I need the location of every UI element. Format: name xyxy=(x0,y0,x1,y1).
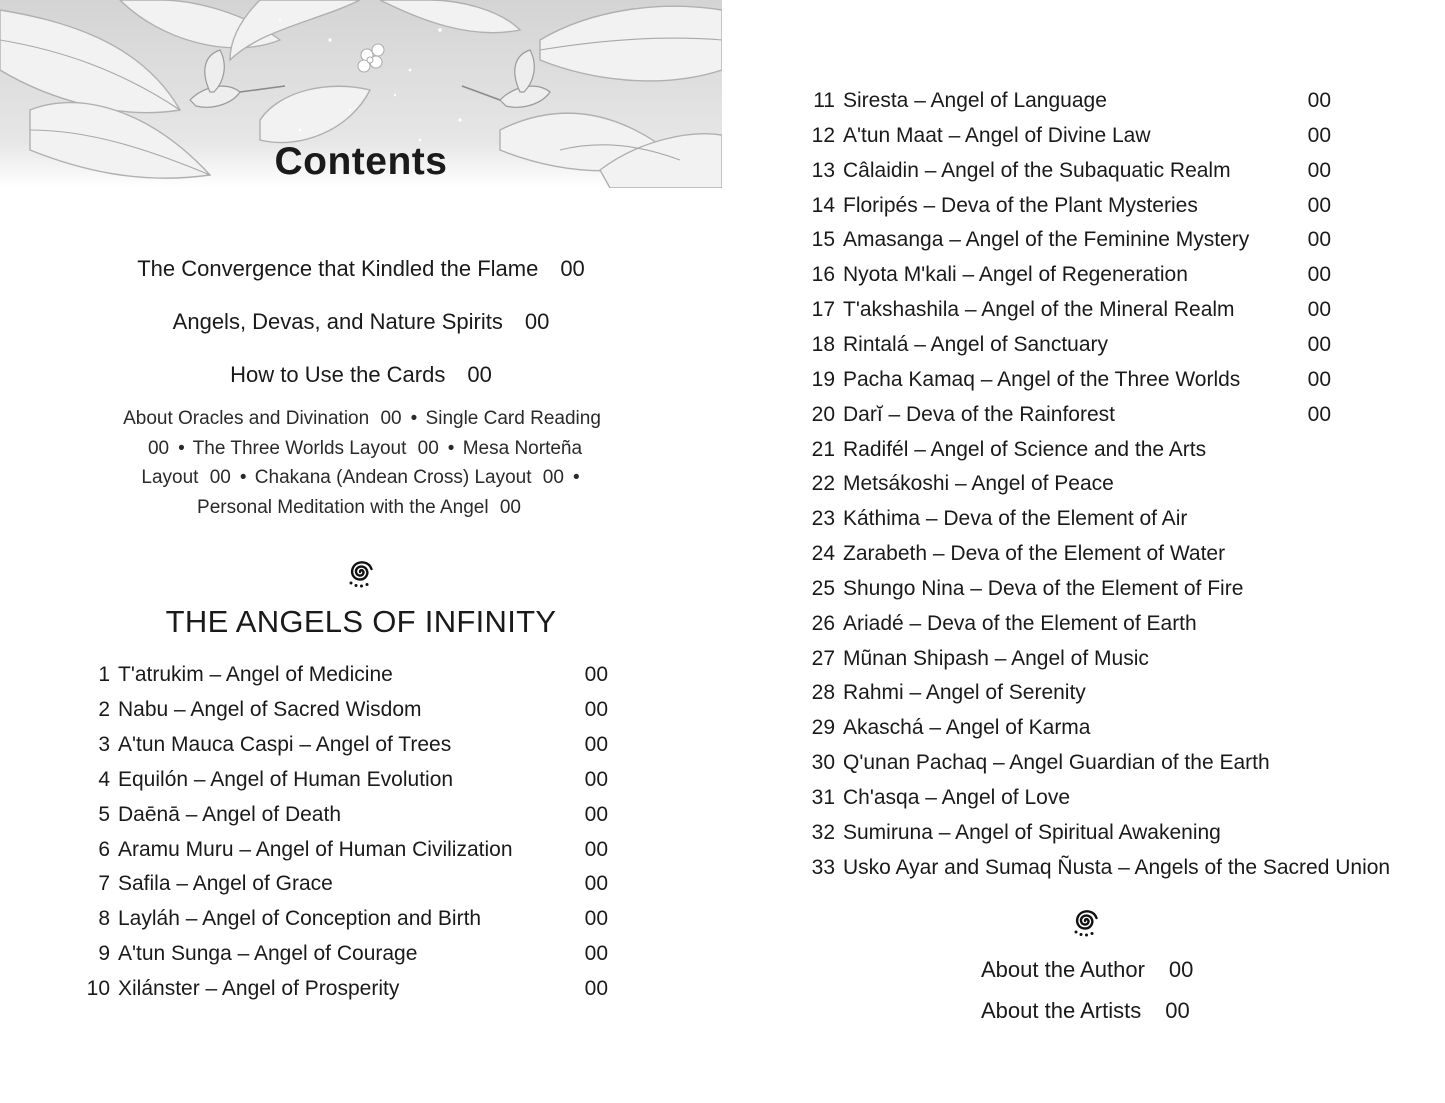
spiral-ornament-icon xyxy=(1068,904,1102,938)
angel-entry-title: Layláh – Angel of Conception and Birth xyxy=(118,907,482,931)
angel-entry[interactable] xyxy=(805,502,1331,536)
angel-entry-number: 10 xyxy=(86,977,110,1001)
angel-entry-title: Q'unan Pachaq – Angel Guardian of the Earth xyxy=(843,751,1270,775)
angel-entry[interactable] xyxy=(80,798,608,832)
angel-entry[interactable] xyxy=(80,693,608,727)
angel-entry-number: 32 xyxy=(811,820,835,844)
angel-entry-title: Nabu – Angel of Sacred Wisdom xyxy=(118,697,422,721)
angel-entry-number: 30 xyxy=(811,751,835,775)
angel-entry-number: 3 xyxy=(98,732,110,756)
angel-entry-title: Radifél – Angel of Science and the Arts xyxy=(843,437,1207,461)
angel-entry-title: Floripés – Deva of the Plant Mysteries xyxy=(843,193,1198,217)
angel-entry-number: 31 xyxy=(811,786,835,809)
angel-entry-title: Káthima – Deva of the Element of Air xyxy=(843,507,1188,531)
angel-entry-title: T'atrukim – Angel of Medicine xyxy=(118,663,393,686)
angel-entry-title: Akaschá – Angel of Karma xyxy=(843,716,1091,740)
angel-entry-number: 18 xyxy=(811,332,835,356)
angel-entry-page: 00 xyxy=(1307,298,1331,322)
angel-entry-number: 4 xyxy=(98,767,110,791)
toc-entry-about-artists[interactable] xyxy=(981,998,1190,1024)
angel-entry-page: 00 xyxy=(584,837,608,861)
angel-entry-title: Ariadé – Deva of the Element of Earth xyxy=(843,611,1197,635)
angel-entry-number: 5 xyxy=(98,802,110,826)
angel-entry-page: 00 xyxy=(584,732,608,756)
angel-entry[interactable] xyxy=(805,816,1331,850)
angel-entry[interactable] xyxy=(805,189,1331,223)
sub-entry-title[interactable]: Chakana (Andean Cross) Layout xyxy=(254,467,532,488)
angel-entry[interactable] xyxy=(805,746,1331,780)
angel-entry-title: Metsákoshi – Angel of Peace xyxy=(843,472,1114,496)
angel-entry-title: A'tun Sunga – Angel of Courage xyxy=(118,942,418,966)
page-title: Contents xyxy=(274,140,448,183)
angel-entry-title: Ch'asqa – Angel of Love xyxy=(843,786,1071,809)
section-heading: THE ANGELS OF INFINITY xyxy=(165,604,557,639)
angel-entry-number: 19 xyxy=(811,367,835,391)
angel-entry-number: 12 xyxy=(811,123,835,147)
angel-entry[interactable] xyxy=(80,763,608,797)
angel-entry[interactable] xyxy=(80,658,608,692)
angel-entry[interactable] xyxy=(805,607,1331,641)
angel-entry-title: T'akshashila – Angel of the Mineral Realm xyxy=(843,298,1235,322)
angel-entry-page: 00 xyxy=(584,872,608,896)
angel-entry-title: Rahmi – Angel of Serenity xyxy=(843,681,1086,705)
bullet-separator: • xyxy=(410,408,418,429)
angel-entry-page: 00 xyxy=(1307,123,1331,147)
angel-entry-page: 00 xyxy=(1307,89,1331,112)
angel-entry-page: 00 xyxy=(1307,158,1331,182)
bullet-separator: • xyxy=(447,437,455,459)
angel-entry-title: Câlaidin – Angel of the Subaquatic Realm xyxy=(843,158,1231,182)
sub-entry-title[interactable]: Mesa Norteña Layout xyxy=(141,437,583,488)
angel-entry-number: 27 xyxy=(811,646,835,670)
angel-entry-number: 6 xyxy=(98,837,110,861)
angel-entry-number: 21 xyxy=(811,437,835,461)
angel-entry-number: 13 xyxy=(811,158,835,182)
angel-entry-number: 22 xyxy=(811,472,835,496)
angel-entry[interactable] xyxy=(805,223,1331,257)
angel-entry-number: 29 xyxy=(811,716,835,740)
sub-entry-title[interactable]: Single Card Reading xyxy=(425,408,601,429)
angel-entry-title: A'tun Maat – Angel of Divine Law xyxy=(843,123,1151,147)
angel-entry-page: 00 xyxy=(584,802,608,826)
angel-entry-number: 9 xyxy=(98,942,110,966)
angel-entry-number: 11 xyxy=(813,89,835,112)
toc-entry-page: 00 xyxy=(1165,998,1190,1023)
sub-entry-title[interactable]: Personal Meditation with the Angel xyxy=(197,496,489,518)
angel-entry-number: 14 xyxy=(811,193,835,217)
sub-entry-page: 00 xyxy=(499,496,521,518)
angel-entry[interactable] xyxy=(805,258,1331,292)
angel-entry[interactable] xyxy=(805,467,1331,501)
angel-entry-number: 25 xyxy=(811,576,835,600)
angel-entry[interactable] xyxy=(805,84,1331,118)
angel-entry-number: 17 xyxy=(811,298,835,322)
angel-entry-title: Aramu Muru – Angel of Human Civilization xyxy=(118,837,513,861)
angel-entry[interactable] xyxy=(805,433,1331,467)
angel-entry-page: 00 xyxy=(1307,332,1331,356)
angel-entry[interactable] xyxy=(805,572,1331,606)
angel-entry-page: 00 xyxy=(1307,263,1331,287)
angel-entry-page: 00 xyxy=(584,767,608,791)
angel-entry-title: Equilón – Angel of Human Evolution xyxy=(118,767,454,791)
sub-entry-title[interactable]: The Three Worlds Layout xyxy=(192,437,407,459)
angel-entry-number: 1 xyxy=(98,663,110,686)
angel-entry-title: Rintalá – Angel of Sanctuary xyxy=(843,332,1109,356)
angel-entry-page: 00 xyxy=(584,942,608,966)
angel-entry-number: 8 xyxy=(98,907,110,931)
angel-entry-page: 00 xyxy=(1307,367,1331,391)
toc-entry-page: 00 xyxy=(560,256,585,281)
angel-entry-number: 24 xyxy=(811,542,835,566)
sub-entry-page: 00 xyxy=(380,408,402,429)
angel-entry[interactable] xyxy=(80,937,608,971)
toc-entry-title: The Convergence that Kindled the Flame xyxy=(137,256,539,281)
angel-entry-title: Xilánster – Angel of Prosperity xyxy=(118,977,400,1001)
angel-entry-number: 23 xyxy=(811,507,835,531)
angel-entry-title: Safila – Angel of Grace xyxy=(118,872,333,896)
angel-entry[interactable] xyxy=(805,676,1331,710)
angel-entry-number: 33 xyxy=(811,855,835,879)
angel-entry[interactable] xyxy=(805,537,1331,571)
angel-entry-page: 00 xyxy=(584,907,608,931)
angel-entry[interactable] xyxy=(80,902,608,936)
angel-entry-title: Mũnan Shipash – Angel of Music xyxy=(843,646,1149,670)
angel-entry-page: 00 xyxy=(1307,228,1331,252)
sub-entry-page: 00 xyxy=(209,467,231,488)
sub-section-list xyxy=(112,404,612,522)
angel-entry-number: 2 xyxy=(98,697,110,721)
angel-entry-title: Shungo Nina – Deva of the Element of Fire xyxy=(843,576,1244,600)
angel-entry-title: Siresta – Angel of Language xyxy=(843,89,1107,112)
sub-entry-page: 00 xyxy=(147,437,170,459)
sub-entry-page: 00 xyxy=(417,437,439,459)
angel-entry-number: 28 xyxy=(811,681,835,705)
angel-entry-title: Zarabeth – Deva of the Element of Water xyxy=(843,542,1226,566)
spiral-ornament-icon xyxy=(343,555,377,589)
angel-entry-title: Sumiruna – Angel of Spiritual Awakening xyxy=(843,820,1221,844)
bullet-separator: • xyxy=(178,437,185,459)
sub-entry-title[interactable]: About Oracles and Divination xyxy=(123,408,370,429)
angel-entry-page: 00 xyxy=(1307,193,1331,217)
angel-entry-number: 15 xyxy=(811,228,835,252)
angel-entry[interactable] xyxy=(805,398,1331,432)
angel-entry[interactable] xyxy=(805,293,1331,327)
toc-entry-title: Angels, Devas, and Nature Spirits xyxy=(172,309,503,334)
angel-entry-number: 7 xyxy=(98,872,110,896)
angel-entry[interactable] xyxy=(805,781,1331,815)
angel-entry[interactable] xyxy=(805,711,1331,745)
angel-entry-title: Amasanga – Angel of the Feminine Mystery xyxy=(843,228,1250,252)
toc-entry-page: 00 xyxy=(524,309,550,334)
angel-entry[interactable] xyxy=(805,363,1331,397)
angel-entry-title: Pacha Kamaq – Angel of the Three Worlds xyxy=(843,367,1241,391)
toc-entry-title: How to Use the Cards xyxy=(230,362,446,387)
angel-entry[interactable] xyxy=(805,328,1331,362)
angel-entry-title: Usko Ayar and Sumaq Ñusta – Angels of the Sacred Union xyxy=(843,855,1391,879)
angel-entry-title: Darĭ – Deva of the Rainforest xyxy=(843,402,1115,426)
bullet-separator: • xyxy=(572,467,580,488)
toc-entry[interactable] xyxy=(0,362,722,388)
angel-entry[interactable] xyxy=(80,728,608,762)
angel-entry-title: Daēnā – Angel of Death xyxy=(118,802,342,826)
angel-entry-page: 00 xyxy=(1307,402,1331,426)
angel-entry[interactable] xyxy=(805,851,1391,885)
angel-entry[interactable] xyxy=(805,154,1331,188)
left-page xyxy=(0,0,722,1103)
bullet-separator: • xyxy=(239,467,247,488)
toc-entry-page: 00 xyxy=(467,362,492,387)
angel-entry-page: 00 xyxy=(584,977,608,1001)
angel-entry[interactable] xyxy=(80,972,608,1006)
toc-entry-about-author[interactable] xyxy=(981,957,1193,983)
angel-entry-page: 00 xyxy=(584,663,608,686)
angel-entry-number: 16 xyxy=(811,263,835,287)
angel-entry[interactable] xyxy=(80,867,608,901)
angel-entry-number: 20 xyxy=(811,402,835,426)
angel-entry-number: 26 xyxy=(811,611,835,635)
angel-entry[interactable] xyxy=(80,833,608,867)
sub-entry-page: 00 xyxy=(542,467,564,488)
toc-entry[interactable] xyxy=(0,309,722,335)
toc-entry-page: 00 xyxy=(1168,957,1194,982)
toc-entry[interactable] xyxy=(0,256,722,282)
toc-entry-title: About the Artists xyxy=(981,998,1142,1023)
angel-entry[interactable] xyxy=(805,119,1331,153)
angel-entry-title: A'tun Mauca Caspi – Angel of Trees xyxy=(118,732,452,756)
angel-entry-title: Nyota M'kali – Angel of Regeneration xyxy=(843,263,1188,287)
angel-entry[interactable] xyxy=(805,642,1331,676)
toc-entry-title: About the Author xyxy=(981,957,1145,982)
angel-entry-page: 00 xyxy=(584,697,608,721)
